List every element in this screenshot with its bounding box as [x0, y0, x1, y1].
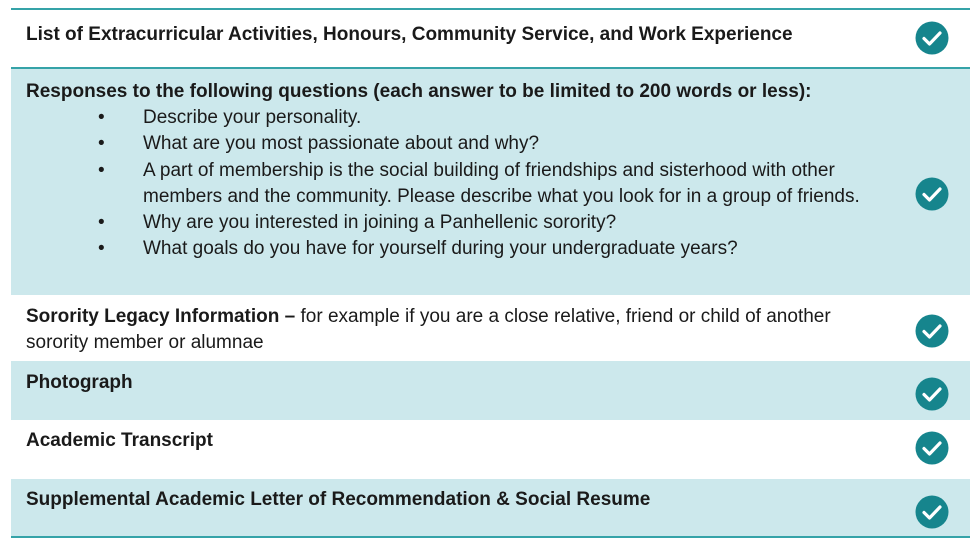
requirement-title: Photograph: [26, 372, 133, 393]
requirement-row-photograph: [11, 361, 970, 420]
table-bottom-border: [11, 536, 970, 538]
requirement-row-questions: [11, 69, 970, 295]
legacy-title: Sorority Legacy Information –: [26, 306, 296, 327]
requirement-title: Responses to the following questions (each answer to be limited to 200 words or less):: [26, 81, 812, 102]
question-text: What are you most passionate about and why?: [143, 133, 540, 155]
requirement-row-activities: [11, 10, 970, 67]
check-circle-icon: [915, 21, 949, 55]
question-text: A part of membership is the social building of friendships and sisterhood with other members and the community. Please describe what you look for in a group of friends.: [143, 159, 860, 207]
question-text: Describe your personality.: [143, 107, 362, 128]
question-text: What goals do you have for yourself during your undergraduate years?: [143, 238, 738, 260]
question-item: [26, 210, 860, 236]
bullet-glyph: •: [98, 159, 105, 181]
requirement-row-recommendation: [11, 479, 970, 536]
requirement-row-legacy: [11, 295, 970, 361]
bullet-glyph: •: [98, 133, 105, 155]
question-list: [26, 105, 860, 263]
requirement-title: Supplemental Academic Letter of Recommendation & Social Resume: [26, 489, 651, 510]
question-text: Why are you interested in joining a Panhellenic sorority?: [143, 212, 617, 234]
requirements-table: [11, 8, 970, 538]
requirement-title: List of Extracurricular Activities, Honours, Community Service, and Work Experience: [26, 24, 793, 45]
question-item: [26, 105, 860, 131]
bullet-glyph: •: [98, 107, 105, 128]
check-circle-icon: [915, 314, 949, 348]
check-circle-icon: [915, 495, 949, 529]
requirement-row-transcript: [11, 420, 970, 479]
check-circle-icon: [915, 431, 949, 465]
question-item: [26, 158, 860, 211]
check-circle-icon: [915, 177, 949, 211]
legacy-description: for example if you are a close relative, friend or child of another sorority member or alumnae: [26, 306, 831, 353]
question-item: [26, 131, 860, 157]
requirement-title: [26, 304, 860, 356]
requirement-title: Academic Transcript: [26, 430, 213, 451]
bullet-glyph: •: [98, 212, 105, 234]
check-circle-icon: [915, 377, 949, 411]
bullet-glyph: •: [98, 238, 105, 260]
question-item: [26, 236, 860, 262]
